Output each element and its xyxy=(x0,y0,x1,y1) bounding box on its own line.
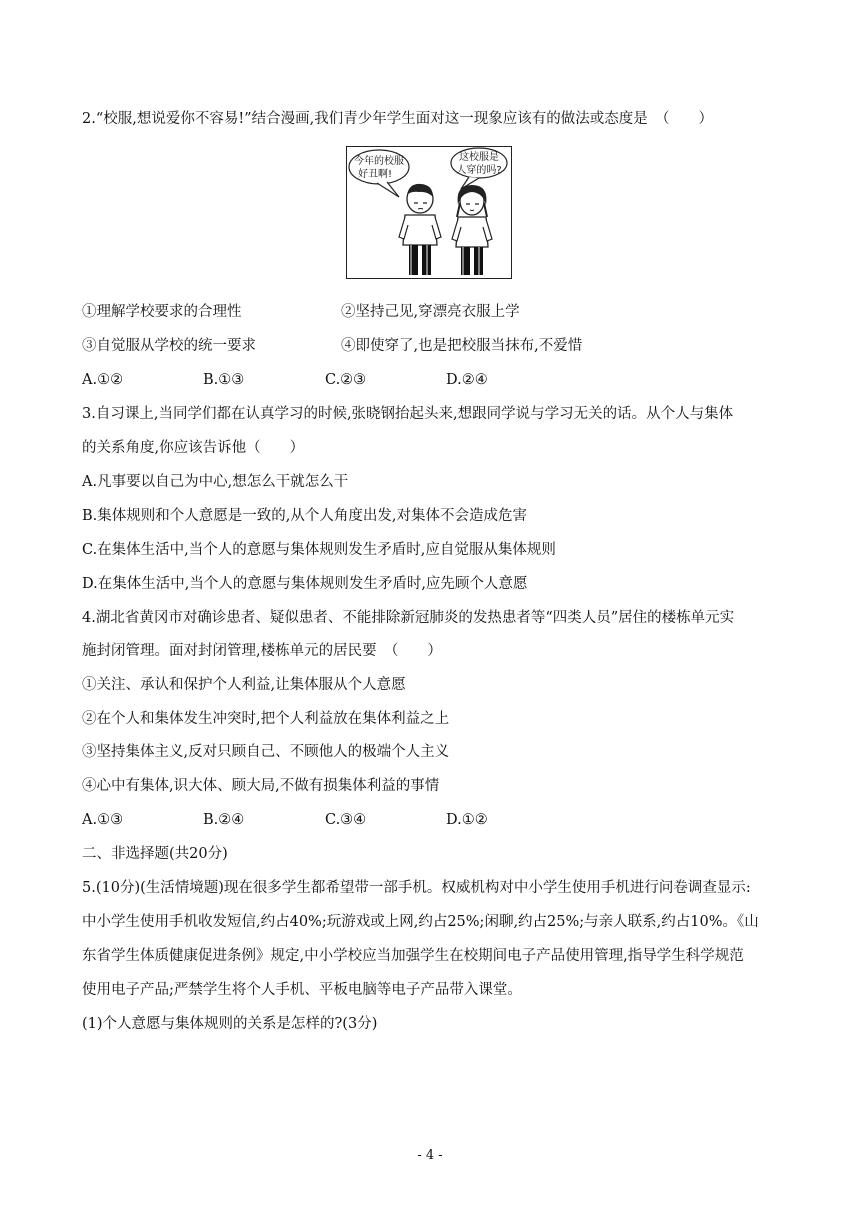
q2-option-1: ①理解学校要求的合理性 xyxy=(82,304,242,320)
q4-stem-line1: 4.湖北省黄冈市对确诊患者、疑似患者、不能排除新冠肺炎的发热患者等“四类人员”居住的楼栋单元实 xyxy=(82,610,735,626)
q4-option-1: ①关注、承认和保护个人利益,让集体服从个人意愿 xyxy=(82,677,406,693)
q3-stem-line2: 的关系角度,你应该告诉他（ ） xyxy=(82,440,305,456)
q2-option-2: ②坚持己见,穿漂亮衣服上学 xyxy=(341,304,520,320)
q2-options-row1 xyxy=(82,302,782,322)
q2-option-4: ④即使穿了,也是把校服当抹布,不爱惜 xyxy=(341,338,583,354)
q5-sub1: (1)个人意愿与集体规则的关系是怎样的?(3分) xyxy=(82,1016,378,1032)
q5-line2: 中小学生使用手机收发短信,约占40%;玩游戏或上网,约占25%;闲聊,约占25%;与亲人联系,约占10%。《山 xyxy=(82,914,759,930)
q2-choices xyxy=(82,370,782,390)
page-number: - 4 - xyxy=(417,1148,443,1163)
section-heading: 二、非选择题(共20分) xyxy=(82,846,228,862)
q2-choice-c: C.②③ xyxy=(325,372,367,388)
bubble-right-line1: 这校服是 xyxy=(459,152,499,163)
q2-choice-d: D.②④ xyxy=(446,372,488,388)
q2-stem: 2.“校服,想说爱你不容易!”结合漫画,我们青少年学生面对这一现象应该有的做法或态度是 （ ） xyxy=(82,111,713,127)
q4-choice-d: D.①② xyxy=(446,812,488,828)
q5-line1: 5.(10分)(生活情境题)现在很多学生都希望带一部手机。权威机构对中小学生使用手机进行问卷调查显示: xyxy=(82,880,751,896)
bubble-left-line2: 好丑啊! xyxy=(357,169,393,180)
q3-option-a: A.凡事要以自己为中心,想怎么干就怎么干 xyxy=(82,474,349,490)
q4-choice-a: A.①③ xyxy=(82,812,124,828)
q4-choice-c: C.③④ xyxy=(325,812,367,828)
q4-stem-line2: 施封闭管理。面对封闭管理,楼栋单元的居民要 （ ） xyxy=(82,643,442,659)
q4-option-2: ②在个人和集体发生冲突时,把个人利益放在集体利益之上 xyxy=(82,711,450,727)
q3-stem-line1: 3.自习课上,当同学们都在认真学习的时候,张晓钢抬起头来,想跟同学说与学习无关的话。从个人与集体 xyxy=(82,406,734,422)
bubble-right-line2: 人穿的吗? xyxy=(456,165,502,176)
girl-figure xyxy=(452,185,492,275)
q5-line4: 使用电子产品;严禁学生将个人手机、平板电脑等电子产品带入课堂。 xyxy=(82,982,522,998)
q2-options-row2 xyxy=(82,336,782,356)
q4-option-3: ③坚持集体主义,反对只顾自己、不顾他人的极端个人主义 xyxy=(82,744,450,760)
q3-option-c: C.在集体生活中,当个人的意愿与集体规则发生矛盾时,应自觉服从集体规则 xyxy=(82,542,556,558)
bubble-left-line1: 今年的校服 xyxy=(354,156,404,167)
q5-line3: 东省学生体质健康促进条例》规定,中小学校应当加强学生在校期间电子产品使用管理,指导学生科学规范 xyxy=(82,948,744,964)
q4-choice-b: B.②④ xyxy=(203,812,245,828)
q2-choice-a: A.①② xyxy=(82,372,124,388)
q4-option-4: ④心中有集体,识大体、顾大局,不做有损集体利益的事情 xyxy=(82,778,440,794)
q4-choices xyxy=(82,810,782,830)
q3-option-b: B.集体规则和个人意愿是一致的,从个人角度出发,对集体不会造成危害 xyxy=(82,508,527,524)
q2-option-3: ③自觉服从学校的统一要求 xyxy=(82,338,256,354)
boy-figure xyxy=(399,184,441,275)
uniform-comic xyxy=(346,146,512,279)
q3-option-d: D.在集体生活中,当个人的意愿与集体规则发生矛盾时,应先顾个人意愿 xyxy=(82,576,528,592)
q2-choice-b: B.①③ xyxy=(203,372,245,388)
